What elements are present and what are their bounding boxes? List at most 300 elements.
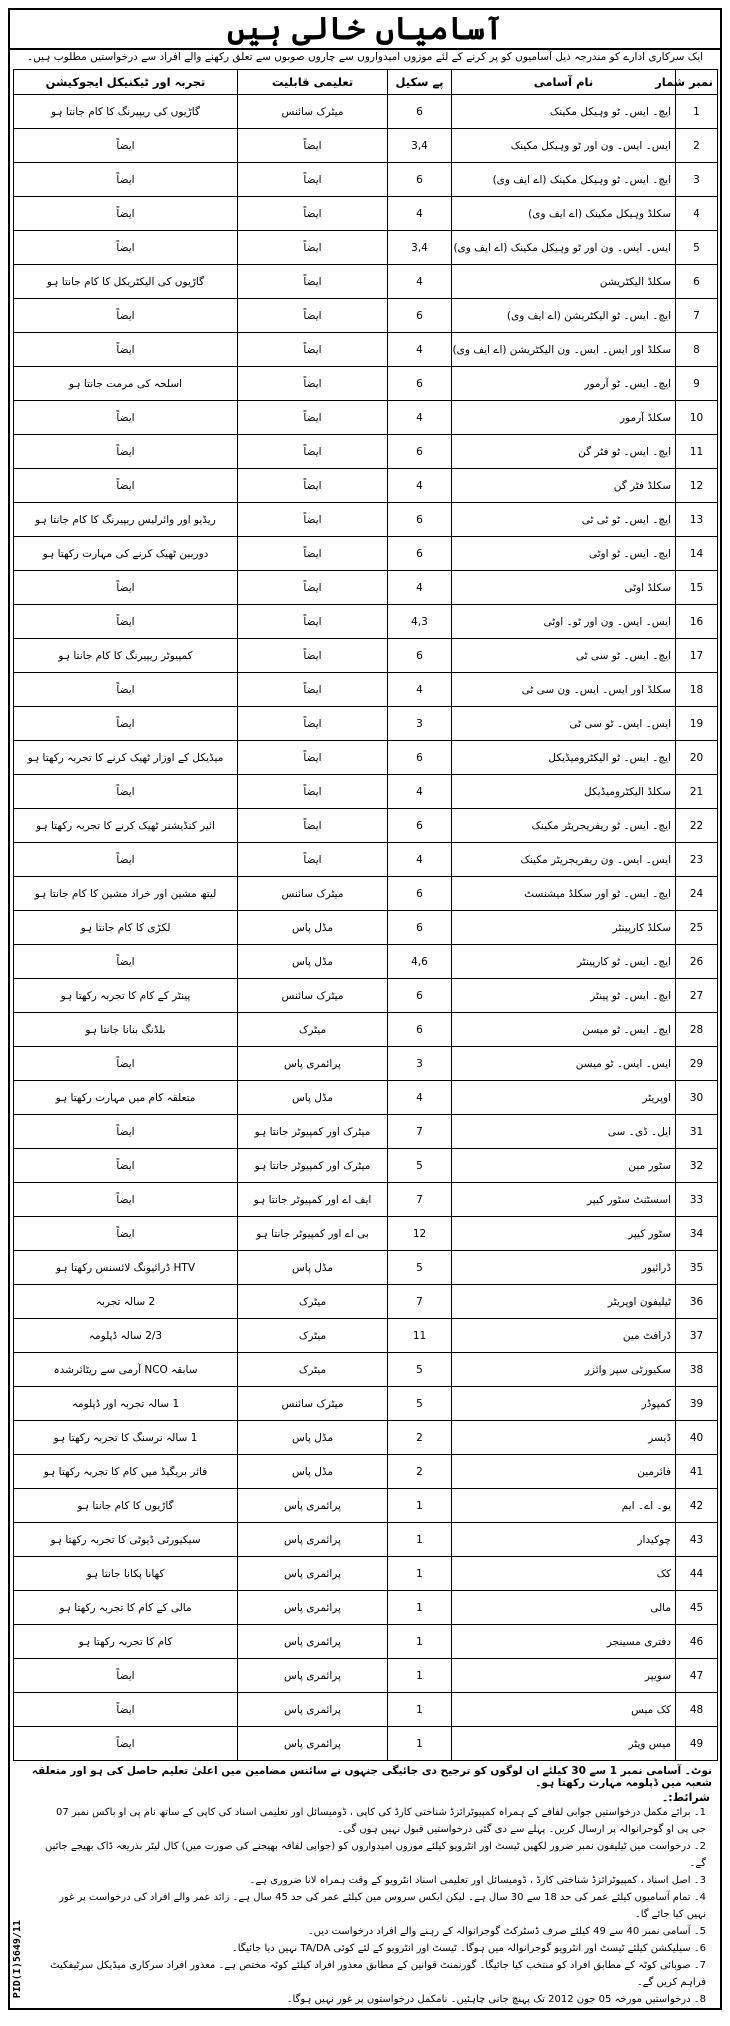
page-title: آسامیاں خالی ہیں [10,10,720,50]
qualification-cell: ایضاً [238,197,388,231]
table-header-row [14,70,718,95]
table-row [14,503,718,537]
serial-number-cell: 4 [676,197,718,231]
qualification-cell: میٹرک [238,1013,388,1047]
qualification-cell: ایضاً [238,503,388,537]
pay-scale-cell: 3 [388,707,452,741]
pay-scale-cell: 5 [388,1387,452,1421]
table-row [14,1251,718,1285]
pay-scale-cell: 5 [388,1353,452,1387]
qualification-cell: میٹرک سائنس [238,877,388,911]
serial-number-cell: 38 [676,1353,718,1387]
experience-cell: فائر بریگیڈ میں کام کا تجربہ رکھتا ہو [14,1455,238,1489]
pay-scale-cell: 4 [388,673,452,707]
experience-cell: ایضاً [14,469,238,503]
experience-cell: سیکیورٹی ڈیوٹی کا تجربہ رکھتا ہو [14,1523,238,1557]
table-row [14,1183,718,1217]
experience-cell: کھانا پکانا جانتا ہو [14,1557,238,1591]
serial-number-cell: 23 [676,843,718,877]
qualification-cell: پرائمری پاس [238,1047,388,1081]
qualification-cell: میٹرک سائنس [238,979,388,1013]
serial-number-cell: 1 [676,95,718,129]
table-row [14,571,718,605]
serial-number-cell: 31 [676,1115,718,1149]
table-row [14,1047,718,1081]
qualification-cell: ایضاً [238,639,388,673]
serial-number-cell: 35 [676,1251,718,1285]
condition-item: 7۔ صوبائی کوٹہ کے مطابق افراد کو منتخب کیا جائیگا۔ گورنمنٹ قوانین کے مطابق معذور افراد کیلئے کوٹہ مختص ہے۔ معذور افراد سرکاری میڈیکل سرٹیفکیٹ فراہم کریں گے۔ [50,1960,706,1988]
pay-scale-cell: 4 [388,571,452,605]
pay-scale-cell: 1 [388,1693,452,1727]
experience-cell: 2 سالہ تجربہ [14,1285,238,1319]
table-row [14,945,718,979]
table-row [14,1489,718,1523]
serial-number-cell: 26 [676,945,718,979]
qualification-cell: ایف اے اور کمپیوٹر جانتا ہو [238,1183,388,1217]
qualification-cell: ایضاً [238,571,388,605]
post-name-cell: ایچ۔ ایس۔ ٹو آرمور [452,367,676,401]
post-name-cell: سٹور مین [452,1149,676,1183]
post-name-cell: مالی [452,1591,676,1625]
pay-scale-cell: 4 [388,401,452,435]
serial-number-cell: 47 [676,1659,718,1693]
experience-cell: ایضاً [14,1183,238,1217]
table-row [14,1319,718,1353]
post-name-cell: چوکیدار [452,1523,676,1557]
experience-cell: ریڈیو اور وائرلیس ریپیرنگ کا کام جانتا ہو [14,503,238,537]
experience-cell: ایضاً [14,775,238,809]
table-row [14,197,718,231]
serial-number-cell: 24 [676,877,718,911]
intro-text: ایک سرکاری ادارے کو مندرجہ ذیل آسامیوں کو پر کرنے کے لئے موزوں امیدواروں سے چاروں صوبوں سے تعلق رکھنے والے افراد سے درخواستیں مطلوب ہیں۔ [26,51,704,63]
experience-cell: دوربین ٹھیک کرنے کی مہارت رکھتا ہو [14,537,238,571]
serial-number-cell: 12 [676,469,718,503]
table-row [14,775,718,809]
qualification-cell: ایضاً [238,537,388,571]
experience-cell: ایضاً [14,197,238,231]
post-name-cell: سکلڈ فٹر گن [452,469,676,503]
qualification-cell: ایضاً [238,367,388,401]
post-name-cell: کمپوڈر [452,1387,676,1421]
table-row [14,639,718,673]
pay-scale-cell: 2 [388,1455,452,1489]
post-name-cell: سکیورٹی سپر وائزر [452,1353,676,1387]
table-row [14,1285,718,1319]
experience-cell: بلڈنگ بنانا جانتا ہو [14,1013,238,1047]
pay-scale-cell: 3,4 [388,231,452,265]
qualification-cell: ایضاً [238,401,388,435]
pay-scale-cell: 4 [388,333,452,367]
qualification-cell: پرائمری پاس [238,1591,388,1625]
header-pay-scale: پے سکیل [388,70,452,95]
experience-cell: ایضاً [14,1693,238,1727]
pay-scale-cell: 2 [388,1421,452,1455]
table-row [14,163,718,197]
post-name-cell: ایس۔ ایس۔ ون اور ٹو۔ اوٹی [452,605,676,639]
serial-number-cell: 14 [676,537,718,571]
post-name-cell: ایس۔ ایس۔ ون اور ٹو وہیکل مکینک (اے ایف وی) [452,231,676,265]
post-name-cell: یو۔ اے۔ ایم [452,1489,676,1523]
post-name-cell: ایس۔ ایس۔ ون ریفریجریٹر مکینک [452,843,676,877]
condition-item: 4۔ تمام آسامیوں کیلئے عمر کی حد 18 سے 30 سال ہے۔ لیکن ایکس سروس مین کیلئے عمر کی حد 45 سال ہے۔ زائد عمر والے افراد کی درخواست پر غور نہیں کیا جائے گا۔ [59,1892,706,1920]
table-row [14,877,718,911]
serial-number-cell: 40 [676,1421,718,1455]
qualification-cell: پرائمری پاس [238,1489,388,1523]
serial-number-cell: 5 [676,231,718,265]
qualification-cell: ایضاً [238,605,388,639]
qualification-cell: پرائمری پاس [238,1727,388,1761]
advertisement-page [8,8,722,2010]
table-row [14,1693,718,1727]
post-name-cell: فائرمین [452,1455,676,1489]
serial-number-cell: 29 [676,1047,718,1081]
table-row [14,333,718,367]
condition-item: 6۔ سیلیکشن کیلئے ٹیسٹ اور انٹرویو گوجرانوالہ میں ہوگا۔ ٹیسٹ اور انٹرویو کے لئے کوئی TA/DA نہیں دیا جائیگا۔ [231,1943,706,1954]
table-row [14,843,718,877]
qualification-cell: ایضاً [238,265,388,299]
table-row [14,1591,718,1625]
table-row [14,673,718,707]
pay-scale-cell: 6 [388,979,452,1013]
qualification-cell: پرائمری پاس [238,1693,388,1727]
post-name-cell: ڈیسر [452,1421,676,1455]
pay-scale-cell: 4 [388,775,452,809]
experience-cell: لیتھ مشین اور خراد مشین کا کام جانتا ہو [14,877,238,911]
pay-scale-cell: 7 [388,1183,452,1217]
note-text: نوٹ۔ آسامی نمبر 1 سے 30 کیلئے ان لوگوں کو ترجیح دی جائیگی جنہوں نے سائنس مضامین میں اعلیٰ تعلیم حاصل کی ہو اور متعلقہ شعبہ میں ڈپلومہ مہارت رکھتا ہو۔ [31,1765,712,1789]
experience-cell: ایضاً [14,231,238,265]
post-name-cell: ایچ۔ ایس۔ ٹو اور سکلڈ میشنسٹ [452,877,676,911]
experience-cell: کمپیوٹر ریپیرنگ کا کام جانتا ہو [14,639,238,673]
header-qualification: تعلیمی قابلیت [238,70,388,95]
experience-cell: ایضاً [14,1727,238,1761]
pay-scale-cell: 6 [388,877,452,911]
qualification-cell: ایضاً [238,707,388,741]
qualification-cell: میٹرک [238,1285,388,1319]
table-row [14,231,718,265]
experience-cell: ایضاً [14,1047,238,1081]
experience-cell: ائیر کنڈیشنر ٹھیک کرنے کا تجربہ رکھتا ہو [14,809,238,843]
table-row [14,979,718,1013]
post-name-cell: سکلڈ اوٹی [452,571,676,605]
pay-scale-cell: 1 [388,1557,452,1591]
serial-number-cell: 17 [676,639,718,673]
serial-number-cell: 21 [676,775,718,809]
experience-cell: ایضاً [14,401,238,435]
post-name-cell: ایچ۔ ایس۔ ٹو وہیکل مکینک (اے ایف وی) [452,163,676,197]
pay-scale-cell: 1 [388,1591,452,1625]
pay-scale-cell: 12 [388,1217,452,1251]
experience-cell: گاڑیوں کا کام جانتا ہو [14,1489,238,1523]
table-row [14,537,718,571]
pay-scale-cell: 3,4 [388,129,452,163]
experience-cell: ایضاً [14,1659,238,1693]
experience-cell: گاڑیوں کی ریپیرنگ کا کام جانتا ہو [14,95,238,129]
qualification-cell: مڈل پاس [238,1455,388,1489]
pay-scale-cell: 4 [388,265,452,299]
table-row [14,707,718,741]
pay-scale-cell: 3 [388,1047,452,1081]
post-name-cell: ایل۔ ڈی۔ سی [452,1115,676,1149]
pay-scale-cell: 1 [388,1523,452,1557]
experience-cell: HTV ڈرائیونگ لائسنس رکھتا ہو [14,1251,238,1285]
post-name-cell: سٹور کیپر [452,1217,676,1251]
serial-number-cell: 41 [676,1455,718,1489]
post-name-cell: سکلڈ اور ایس۔ ایس۔ ون الیکٹریشن (اے ایف وی) [452,333,676,367]
table-row [14,299,718,333]
table-row [14,1659,718,1693]
serial-number-cell: 8 [676,333,718,367]
post-name-cell: ایچ۔ ایس۔ ٹو میسن [452,1013,676,1047]
qualification-cell: میٹرک [238,1319,388,1353]
table-row [14,809,718,843]
post-name-cell: سکلڈ آرمور [452,401,676,435]
table-row [14,1081,718,1115]
experience-cell: ایضاً [14,707,238,741]
table-row [14,401,718,435]
qualification-cell: ایضاً [238,129,388,163]
serial-number-cell: 27 [676,979,718,1013]
post-name-cell: میس ویٹر [452,1727,676,1761]
table-row [14,741,718,775]
experience-cell: ایضاً [14,163,238,197]
serial-number-cell: 32 [676,1149,718,1183]
qualification-cell: ایضاً [238,809,388,843]
pay-scale-cell: 7 [388,1285,452,1319]
header-serial-number: نمبر شمار [676,70,718,95]
header-experience: تجربہ اور ٹیکنیکل ایجوکیشن [14,70,238,95]
experience-cell: 1 سالہ تجربہ اور ڈپلومہ [14,1387,238,1421]
experience-cell: کام کا تجربہ رکھتا ہو [14,1625,238,1659]
qualification-cell: میٹرک سائنس [238,95,388,129]
table-row [14,1523,718,1557]
table-row [14,1013,718,1047]
qualification-cell: ایضاً [238,673,388,707]
qualification-cell: میٹرک سائنس [238,1387,388,1421]
table-row [14,1387,718,1421]
post-name-cell: ایس۔ ایس۔ ٹو میسن [452,1047,676,1081]
serial-number-cell: 2 [676,129,718,163]
qualification-cell: پرائمری پاس [238,1625,388,1659]
condition-item: 1۔ برائے مکمل درخواستیں جوابی لفافے کے ہمراہ کمپیوٹرائزڈ شناختی کارڈ کی کاپی ، ڈومیسائل اور تعلیمی اسناد کی کاپی کے ساتھ نام پی او باکس نمبر 07 جی پی او گوجرانوالہ پر ارسال کریں۔ پہلے سے دی گئی درخواستیں قبول نہیں ہوں گی۔ [55,1807,706,1835]
post-name-cell: ایس۔ ایس۔ ون اور ٹو وہیکل مکینک [452,129,676,163]
serial-number-cell: 13 [676,503,718,537]
post-name-cell: ڈرائیور [452,1251,676,1285]
experience-cell: ایضاً [14,673,238,707]
experience-cell: گاڑیوں کی الیکٹریکل کا کام جانتا ہو [14,265,238,299]
header-post-name: نام آسامی [452,70,676,95]
serial-number-cell: 16 [676,605,718,639]
pay-scale-cell: 6 [388,809,452,843]
serial-number-cell: 22 [676,809,718,843]
qualification-cell: میٹرک [238,1353,388,1387]
table-row [14,1115,718,1149]
pay-scale-cell: 5 [388,1251,452,1285]
post-name-cell: سکلڈ وہیکل مکینک (اے ایف وی) [452,197,676,231]
experience-cell: میڈیکل کے اوزار ٹھیک کرنے کا تجربہ رکھتا ہو [14,741,238,775]
experience-cell: سابقہ NCO آرمی سے ریٹائرشدہ [14,1353,238,1387]
experience-cell: متعلقہ کام میں مہارت رکھتا ہو [14,1081,238,1115]
experience-cell: ایضاً [14,1115,238,1149]
table-row [14,129,718,163]
post-name-cell: ایچ۔ ایس۔ ٹو کارپینٹر [452,945,676,979]
qualification-cell: پرائمری پاس [238,1523,388,1557]
pay-scale-cell: 1 [388,1625,452,1659]
serial-number-cell: 39 [676,1387,718,1421]
serial-number-cell: 34 [676,1217,718,1251]
post-name-cell: ٹیلیفون اوپریٹر [452,1285,676,1319]
serial-number-cell: 44 [676,1557,718,1591]
qualification-cell: ایضاً [238,741,388,775]
serial-number-cell: 37 [676,1319,718,1353]
serial-number-cell: 20 [676,741,718,775]
serial-number-cell: 7 [676,299,718,333]
qualification-cell: بی اے اور کمپیوٹر جانتا ہو [238,1217,388,1251]
serial-number-cell: 10 [676,401,718,435]
post-name-cell: ایچ۔ ایس۔ ٹو سی ٹی [452,639,676,673]
pay-scale-cell: 4,3 [388,605,452,639]
experience-cell: پینٹر کے کام کا تجربہ رکھتا ہو [14,979,238,1013]
serial-number-cell: 15 [676,571,718,605]
qualification-cell: ایضاً [238,775,388,809]
serial-number-cell: 19 [676,707,718,741]
table-row [14,911,718,945]
post-name-cell: سویپر [452,1659,676,1693]
experience-cell: ایضاً [14,1149,238,1183]
condition-item: 8۔ درخواستیں مورخہ 05 جون 2012 تک پہنچ جانی چاہئیں۔ نامکمل درخواستوں پر غور نہیں ہوگا۔ [286,1994,706,2005]
pay-scale-cell: 4,6 [388,945,452,979]
table-row [14,1149,718,1183]
post-name-cell: اسسٹنٹ سٹور کیپر [452,1183,676,1217]
qualification-cell: میٹرک اور کمپیوٹر جانتا ہو [238,1115,388,1149]
vacancies-table-body [14,95,718,1761]
experience-cell: ایضاً [14,605,238,639]
table-row [14,1625,718,1659]
serial-number-cell: 9 [676,367,718,401]
condition-item: 5۔ آسامی نمبر 40 سے 49 کیلئے صرف ڈسٹرکٹ گوجرانوالہ کے رہنے والے افراد درخواست دیں۔ [307,1926,706,1937]
experience-cell: ایضاً [14,299,238,333]
serial-number-cell: 43 [676,1523,718,1557]
qualification-cell: مڈل پاس [238,1081,388,1115]
conditions-list [10,1804,720,2008]
qualification-cell: پرائمری پاس [238,1659,388,1693]
table-row [14,1727,718,1761]
serial-number-cell: 25 [676,911,718,945]
qualification-cell: مڈل پاس [238,1251,388,1285]
table-row [14,1353,718,1387]
vacancies-table [13,69,718,1761]
pay-scale-cell: 6 [388,367,452,401]
post-name-cell: ڈرافٹ مین [452,1319,676,1353]
table-row [14,469,718,503]
serial-number-cell: 11 [676,435,718,469]
qualification-cell: پرائمری پاس [238,1557,388,1591]
post-name-cell: سکلڈ الیکٹریشن [452,265,676,299]
pay-scale-cell: 1 [388,1659,452,1693]
experience-cell: 2/3 سالہ ڈپلومہ [14,1319,238,1353]
post-name-cell: اوپریٹر [452,1081,676,1115]
post-name-cell: ایچ۔ ایس۔ ٹو اوٹی [452,537,676,571]
post-name-cell: ایچ۔ ایس۔ ٹو الیکٹریشن (اے ایف وی) [452,299,676,333]
qualification-cell: ایضاً [238,469,388,503]
pay-scale-cell: 6 [388,1013,452,1047]
qualification-cell: ایضاً [238,843,388,877]
qualification-cell: میٹرک اور کمپیوٹر جانتا ہو [238,1149,388,1183]
pay-scale-cell: 11 [388,1319,452,1353]
pay-scale-cell: 4 [388,1081,452,1115]
post-name-cell: ایچ۔ ایس۔ ٹو وہیکل مکینک [452,95,676,129]
condition-item: 3۔ اصل اسناد ، کمپیوٹرائزڈ شناختی کارڈ ، ڈومیسائل اور تعلیمی اسناد انٹرویو کے وقت ہمراہ لانا ضروری ہے۔ [249,1875,706,1886]
pay-scale-cell: 4 [388,469,452,503]
experience-cell: ایضاً [14,945,238,979]
post-name-cell: ایچ۔ ایس۔ ٹو فٹر گن [452,435,676,469]
serial-number-cell: 48 [676,1693,718,1727]
pay-scale-cell: 4 [388,197,452,231]
table-row [14,1455,718,1489]
post-name-cell: سکلڈ کارپینٹر [452,911,676,945]
post-name-cell: سکلڈ اور ایس۔ ایس۔ ون سی ٹی [452,673,676,707]
qualification-cell: مڈل پاس [238,945,388,979]
qualification-cell: ایضاً [238,435,388,469]
pay-scale-cell: 6 [388,911,452,945]
table-row [14,1557,718,1591]
qualification-cell: ایضاً [238,231,388,265]
experience-cell: 1 سالہ نرسنگ کا تجربہ رکھتا ہو [14,1421,238,1455]
pay-scale-cell: 6 [388,435,452,469]
experience-cell: ایضاً [14,435,238,469]
qualification-cell: ایضاً [238,299,388,333]
experience-cell: لکڑی کا کام جانتا ہو [14,911,238,945]
serial-number-cell: 45 [676,1591,718,1625]
pid-code: PID(I)5649/11 [12,1919,23,1998]
pay-scale-cell: 6 [388,537,452,571]
serial-number-cell: 46 [676,1625,718,1659]
qualification-cell: ایضاً [238,163,388,197]
table-row [14,1421,718,1455]
post-name-cell: ایچ۔ ایس۔ ٹو ٹی ٹی [452,503,676,537]
pay-scale-cell: 7 [388,1115,452,1149]
table-row [14,367,718,401]
post-name-cell: کک میس [452,1693,676,1727]
experience-cell: ایضاً [14,571,238,605]
pay-scale-cell: 1 [388,1489,452,1523]
serial-number-cell: 33 [676,1183,718,1217]
condition-item: 2۔ درخواست میں ٹیلیفون نمبر ضرور لکھیں ٹیسٹ اور انٹرویو کیلئے موزوں امیدواروں کو (جوابی لفافہ بھیجنے کی صورت میں) کال لیٹر بذریعہ ڈاک بھیجے جائیں گے۔ [45,1841,706,1869]
serial-number-cell: 36 [676,1285,718,1319]
table-row [14,265,718,299]
pay-scale-cell: 6 [388,741,452,775]
table-row [14,605,718,639]
qualification-cell: مڈل پاس [238,911,388,945]
qualification-cell: ایضاً [238,333,388,367]
pay-scale-cell: 1 [388,1727,452,1761]
serial-number-cell: 30 [676,1081,718,1115]
pay-scale-cell: 6 [388,503,452,537]
qualification-cell: مڈل پاس [238,1421,388,1455]
experience-cell: ایضاً [14,1217,238,1251]
post-name-cell: کک [452,1557,676,1591]
pay-scale-cell: 6 [388,163,452,197]
table-row [14,435,718,469]
experience-cell: ایضاً [14,129,238,163]
post-name-cell: ایچ۔ ایس۔ ٹو ریفریجریٹر مکینک [452,809,676,843]
pay-scale-cell: 6 [388,95,452,129]
table-row [14,95,718,129]
post-name-cell: ایچ۔ ایس۔ ٹو الیکٹرومیڈیکل [452,741,676,775]
pay-scale-cell: 6 [388,299,452,333]
serial-number-cell: 18 [676,673,718,707]
serial-number-cell: 6 [676,265,718,299]
